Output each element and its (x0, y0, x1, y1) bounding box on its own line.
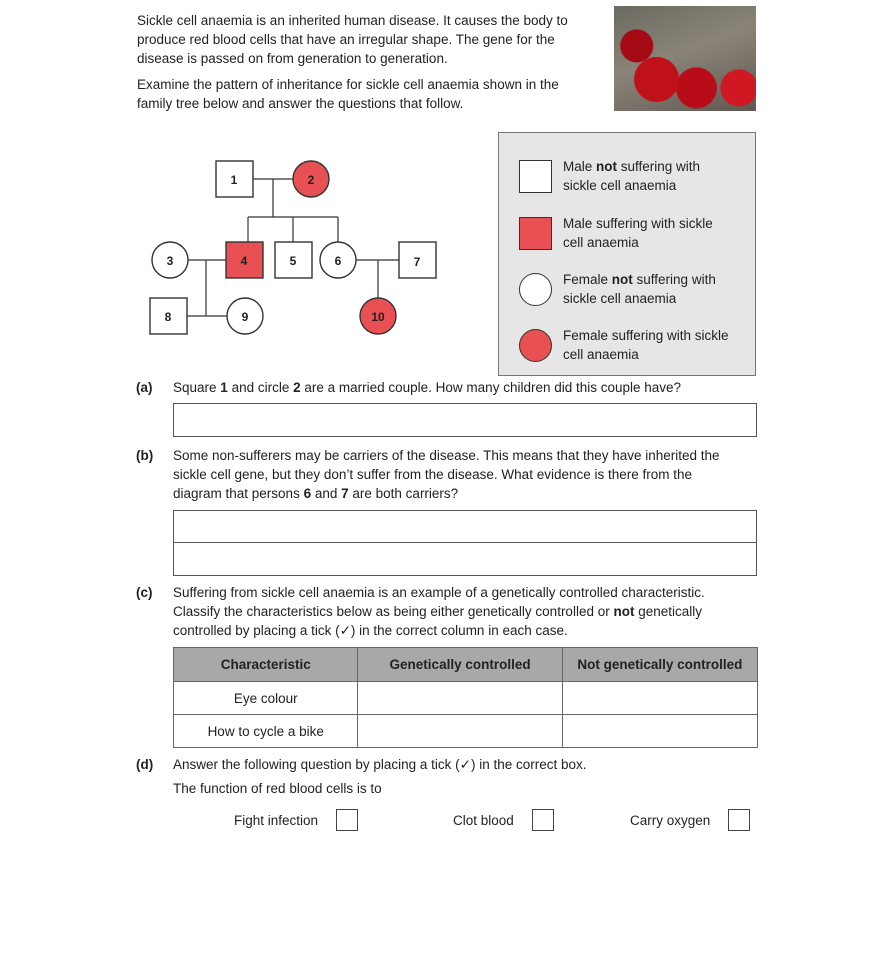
intro-line: Examine the pattern of inheritance for sickle cell anaemia shown in the (137, 77, 559, 92)
family-tree-diagram (130, 140, 460, 355)
option-label: Fight infection (234, 812, 319, 828)
tick-box[interactable] (728, 809, 750, 831)
white-square-icon (519, 160, 552, 193)
person-label: 4 (240, 254, 248, 268)
not-genetic-tick-cell[interactable] (562, 715, 757, 748)
question-label: (b) (136, 448, 154, 463)
person-label: 8 (164, 310, 172, 324)
option-label: Clot blood (453, 812, 514, 828)
question-a (136, 378, 756, 398)
column-header: Not genetically controlled (562, 648, 757, 682)
table-row (174, 715, 758, 748)
answer-box-b-line-1[interactable] (173, 510, 757, 543)
person-label: 6 (334, 254, 342, 268)
option-carry-oxygen (630, 809, 750, 831)
option-clot-blood (453, 809, 554, 831)
question-label: (c) (136, 585, 153, 600)
red-square-icon (519, 217, 552, 250)
genetic-tick-cell[interactable] (358, 715, 562, 748)
table-header-row (174, 648, 758, 682)
not-genetic-tick-cell[interactable] (562, 682, 757, 715)
question-b (136, 446, 756, 506)
family-tree-key (498, 132, 756, 376)
key-female-suffering: Female suffering with sickle cell anaemia (519, 326, 743, 364)
person-label: 2 (307, 173, 315, 187)
person-label: 10 (371, 310, 385, 324)
tick-box[interactable] (532, 809, 554, 831)
question-text: Some non-sufferers may be carriers of the disease. This means that they have inherited the sickle cell gene, but they don’t suffer from the disease. What evidence is there from the diagram that persons 6 and 7 are both carriers? (173, 448, 720, 501)
answer-box-a[interactable] (173, 403, 757, 437)
question-label: (d) (136, 757, 154, 772)
intro-text (137, 11, 607, 113)
question-d-prompt: The function of red blood cells is to (173, 781, 382, 796)
red-blood-cells-photo (614, 6, 756, 111)
intro-line: Sickle cell anaemia is an inherited human disease. It causes the body to (137, 13, 568, 28)
question-label: (a) (136, 380, 153, 395)
person-label: 9 (241, 310, 249, 324)
characteristic-cell: Eye colour (174, 682, 358, 715)
intro-line: family tree below and answer the questions that follow. (137, 96, 464, 111)
key-female-not-suffering: Female not suffering with sickle cell anaemia (519, 270, 743, 308)
characteristic-cell: How to cycle a bike (174, 715, 358, 748)
white-circle-icon (519, 273, 552, 306)
option-fight-infection (234, 809, 358, 831)
red-circle-icon (519, 329, 552, 362)
intro-line: disease is passed on from generation to generation. (137, 51, 448, 66)
key-male-suffering: Male suffering with sickle cell anaemia (519, 214, 743, 252)
person-label: 1 (230, 173, 238, 187)
tick-box[interactable] (336, 809, 358, 831)
person-label: 5 (289, 254, 297, 268)
question-text: Suffering from sickle cell anaemia is an example of a genetically controlled characteristic. Classify the characteristics below as being either genetically controlled or not genetically controlled by placing a tick (✓) in the correct column in each case. (173, 585, 705, 638)
intro-line: produce red blood cells that have an irregular shape. The gene for the (137, 32, 555, 47)
column-header: Genetically controlled (358, 648, 562, 682)
option-label: Carry oxygen (630, 812, 711, 828)
person-label: 7 (413, 255, 421, 269)
key-male-not-suffering: Male not suffering with sickle cell anaemia (519, 157, 743, 195)
column-header: Characteristic (174, 648, 358, 682)
question-c (136, 583, 756, 643)
table-row (174, 682, 758, 715)
question-text: Square 1 and circle 2 are a married couple. How many children did this couple have? (173, 380, 682, 395)
classification-table (173, 647, 758, 748)
question-text: Answer the following question by placing a tick (✓) in the correct box. (173, 757, 587, 772)
answer-box-b-line-2[interactable] (173, 542, 757, 576)
question-d (136, 755, 756, 775)
person-label: 3 (166, 254, 174, 268)
genetic-tick-cell[interactable] (358, 682, 562, 715)
